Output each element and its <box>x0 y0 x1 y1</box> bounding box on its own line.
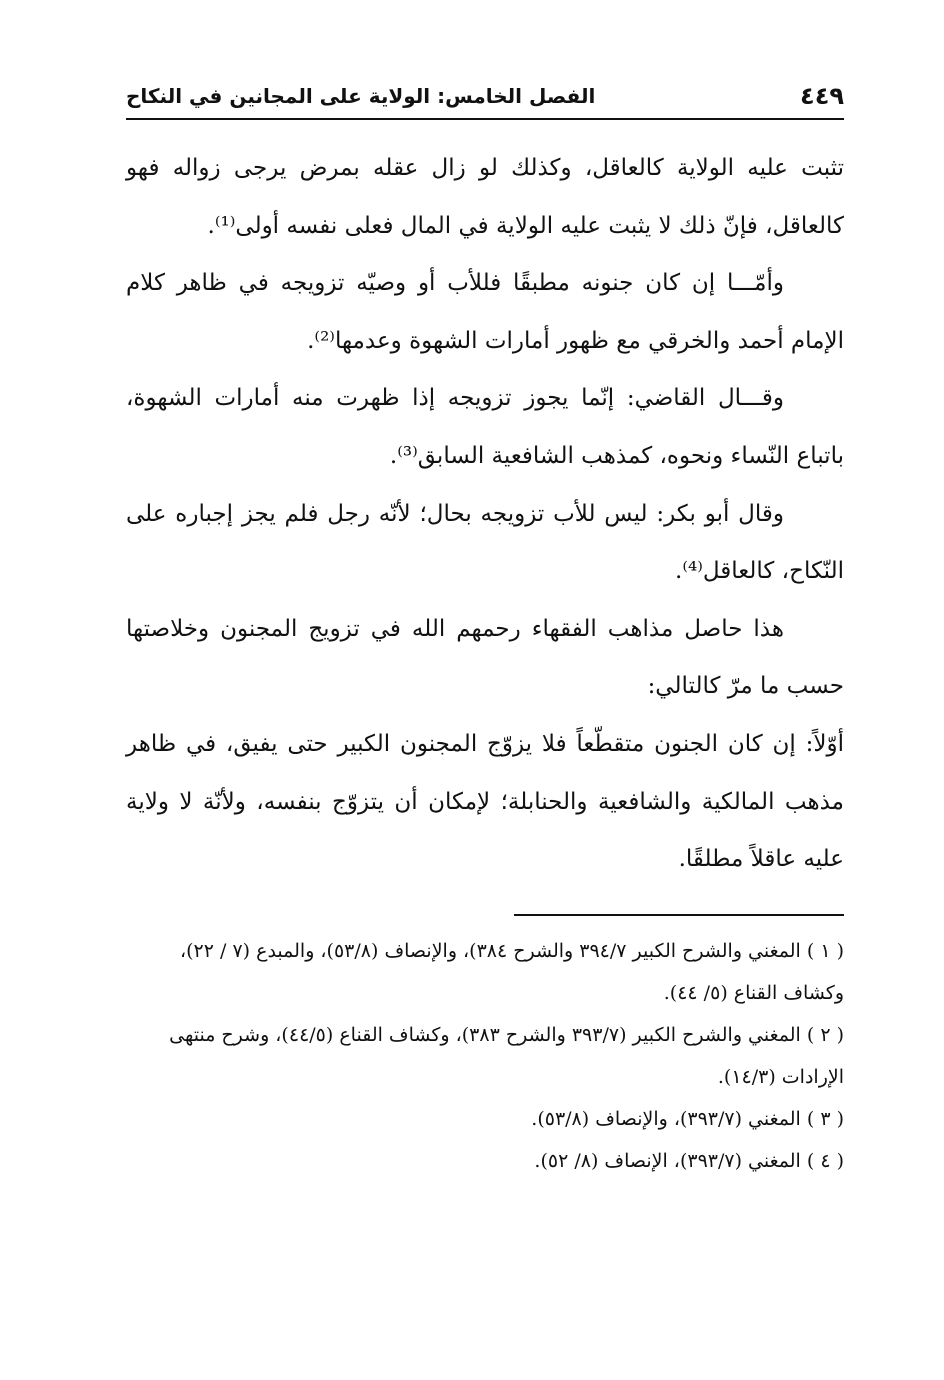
main-text <box>126 140 844 889</box>
paragraph-2: وأمّـــا إن كان جنونه مطبقًا فللأب أو وصيّه تزويجه في ظاهر كلام الإمام أحمد والخرقي مع ظهور أمارات الشهوة وعدمها⁽²⁾. <box>126 270 844 354</box>
page-number: ٤٤٩ <box>800 82 844 110</box>
paragraph-5: هذا حاصل مذاهب الفقهاء رحمهم الله في تزويج المجنون وخلاصتها حسب ما مرّ كالتالي: <box>126 615 844 700</box>
paragraph-1: تثبت عليه الولاية كالعاقل، وكذلك لو زال عقله بمرض يرجى زواله فهو كالعاقل، فإنّ ذلك لا يثبت عليه الولاية في المال فعلى نفسه أولى⁽¹⁾. <box>126 155 844 239</box>
paragraph-6: أوّلاً: إن كان الجنون متقطّعاً فلا يزوّج المجنون الكبير حتى يفيق، في ظاهر مذهب المالكية والشافعية والحنابلة؛ لإمكان أن يتزوّج بنفسه، ولأنّة لا ولاية عليه عاقلاً مطلقًا. <box>126 730 844 873</box>
running-header <box>126 78 844 118</box>
paragraph-3: وقـــال القاضي: إنّما يجوز تزويجه إذا ظهرت منه أمارات الشهوة، باتباع النّساء ونحوه، كمذهب الشافعية السابق⁽³⁾. <box>126 385 844 469</box>
footnote-3: ( ٣ ) المغني (٣٩٣/٧)، والإنصاف (٥٣/٨). <box>531 1108 844 1130</box>
footnote-separator <box>514 914 844 916</box>
footnote-4: ( ٤ ) المغني (٣٩٣/٧)، الإنصاف (٨/ ٥٢). <box>534 1150 844 1172</box>
footnote-1: ( ١ ) المغني والشرح الكبير ٣٩٤/٧ والشرح ٣٨٤)، والإنصاف (٥٣/٨)، والمبدع (٧ / ٢٢)، وكشاف القناع (٥/ ٤٤). <box>179 940 844 1004</box>
paragraph-4: وقال أبو بكر: ليس للأب تزويجه بحال؛ لأنّه رجل فلم يجز إجباره على النّكاح، كالعاقل⁽⁴⁾. <box>126 500 844 585</box>
chapter-title: الفصل الخامس: الولاية على المجانين في النكاح <box>126 84 596 108</box>
footnote-2: ( ٢ ) المغني والشرح الكبير (٣٩٣/٧ والشرح ٣٨٣)، وكشاف القناع (٤٤/٥)، وشرح منتهى الإرادات (١٤/٣). <box>169 1024 844 1088</box>
footnotes <box>126 930 844 1182</box>
header-rule <box>126 118 844 120</box>
